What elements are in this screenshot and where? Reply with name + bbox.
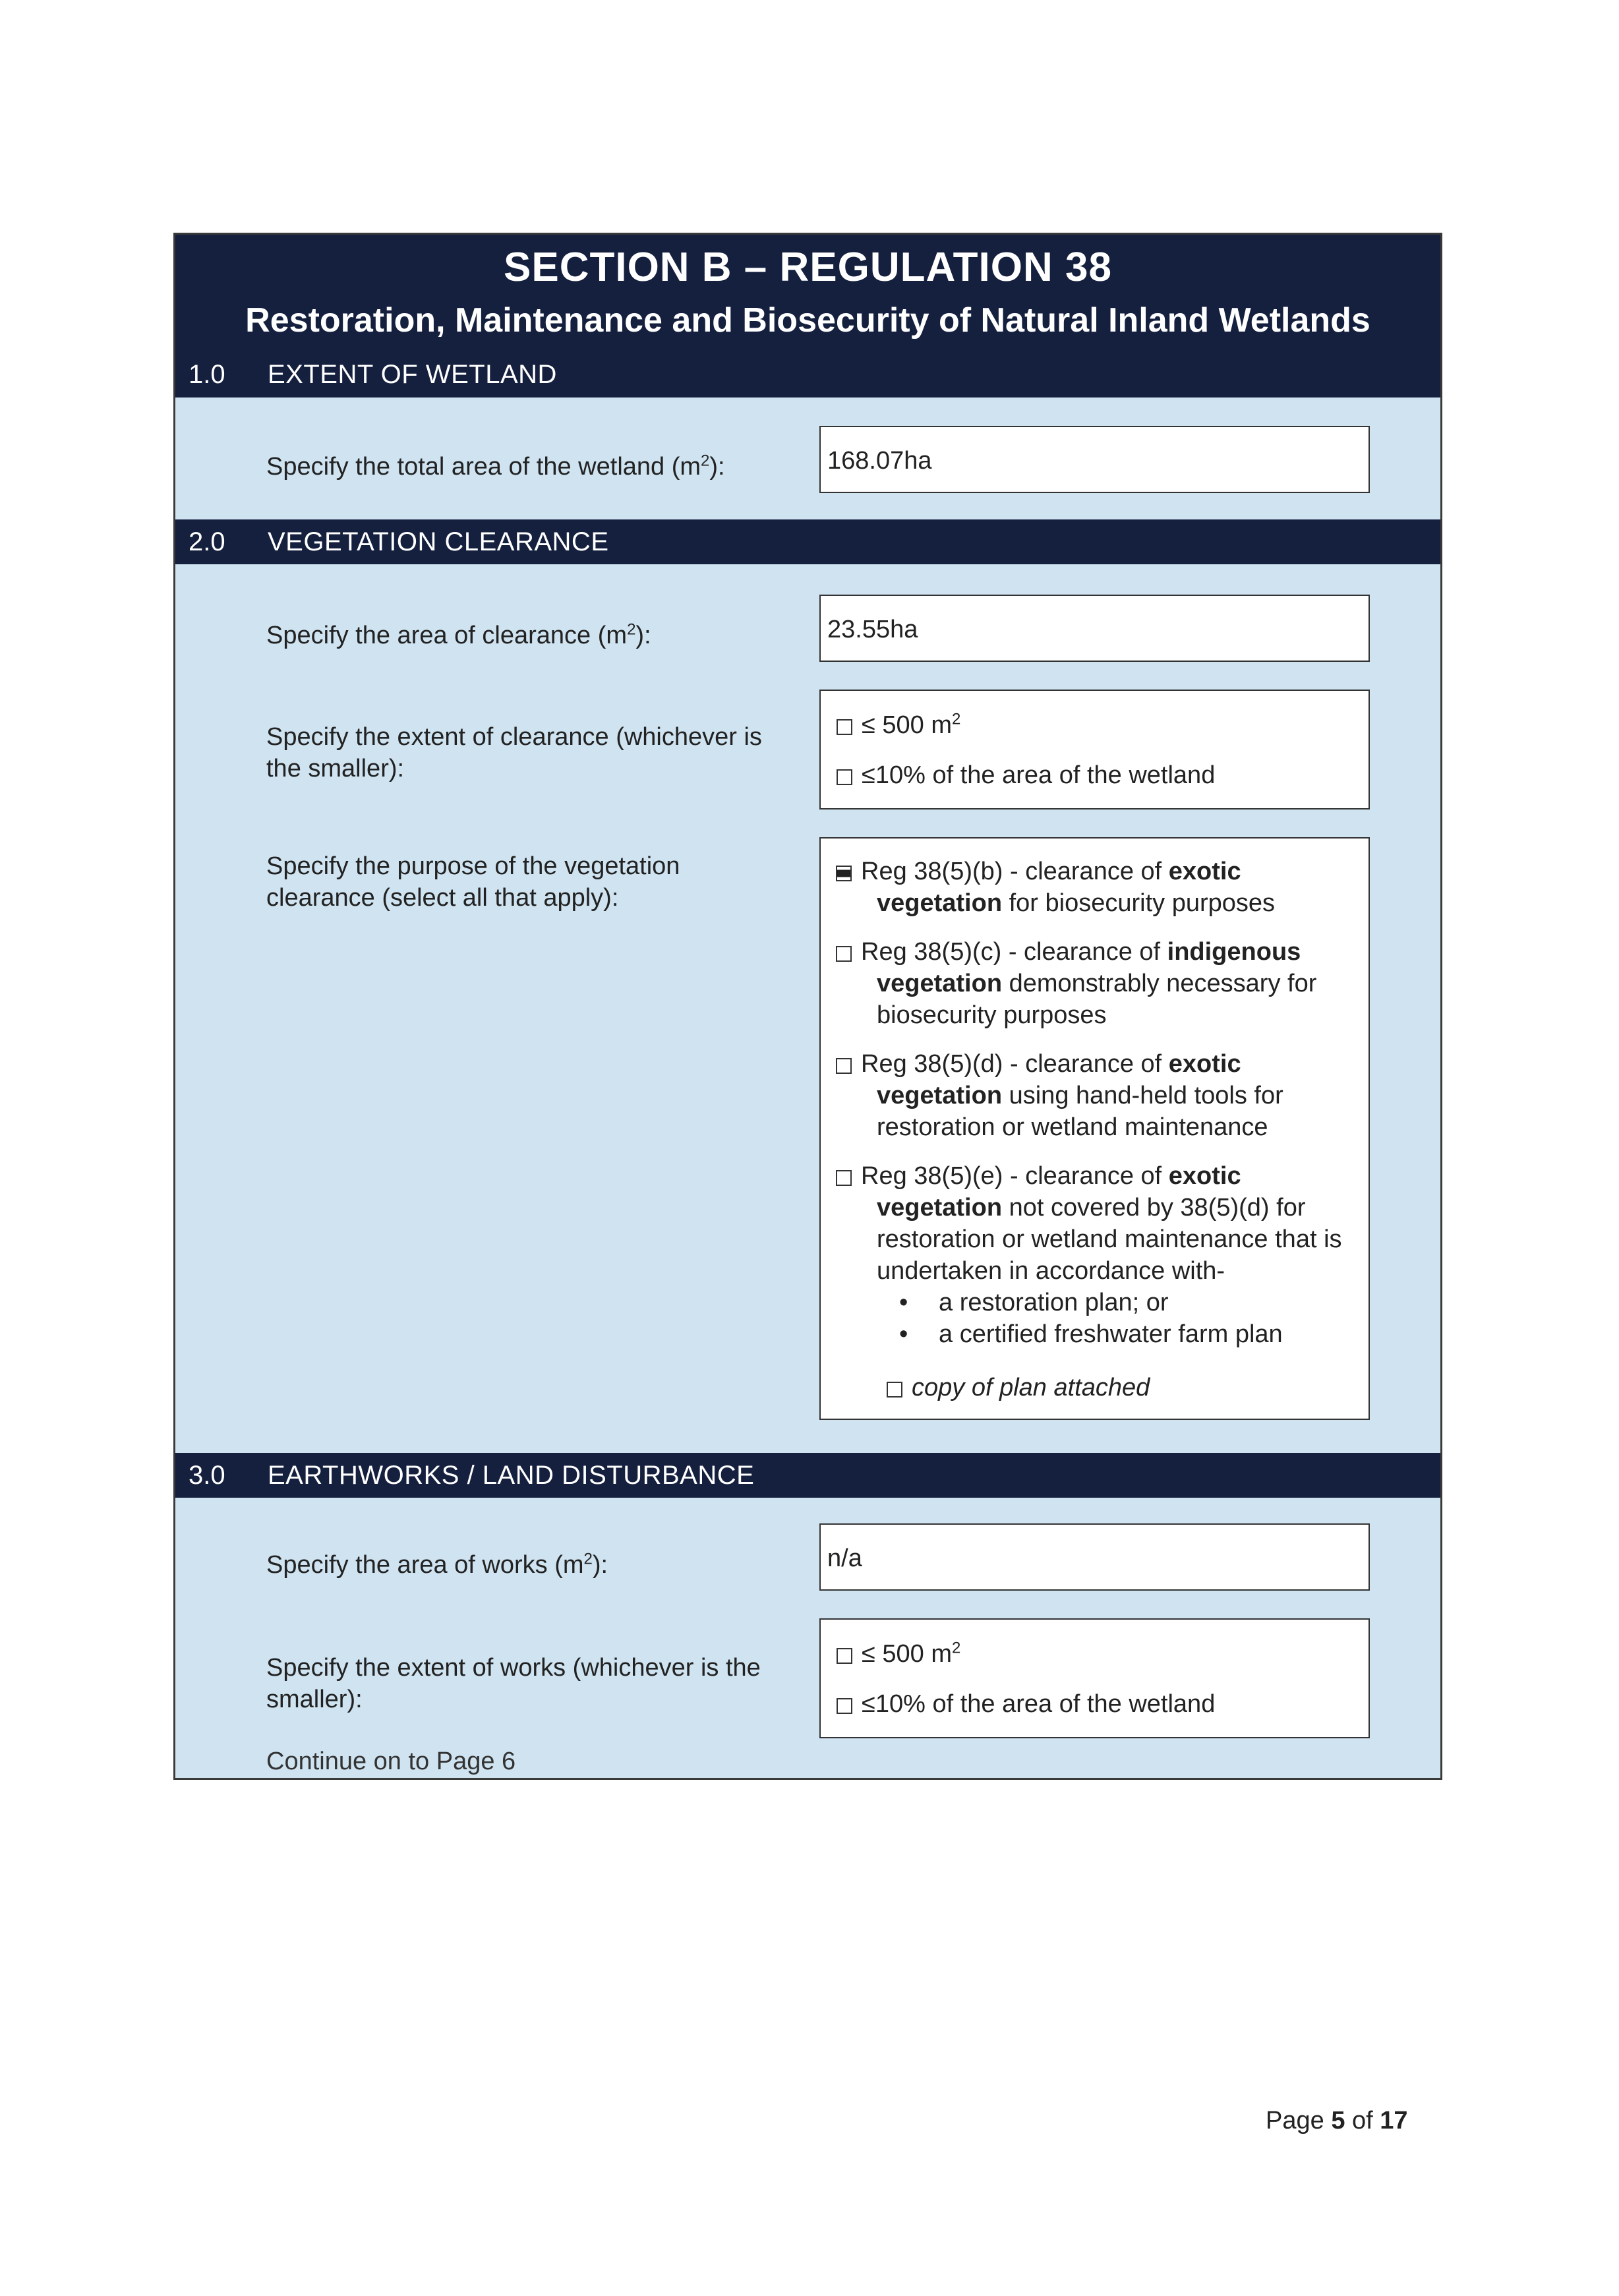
works-area-field[interactable] (819, 1523, 1370, 1591)
plan-attached-option[interactable]: copy of plan attached (887, 1374, 1150, 1402)
purpose-option-38-5-d[interactable]: Reg 38(5)(d) - clearance of exotic vegetation using hand-held tools for restoration or wetland maintenance (836, 1048, 1357, 1143)
section-2-number: 2.0 (189, 527, 225, 556)
plan-type-list (836, 1287, 1357, 1350)
purpose-option-38-5-b[interactable]: Reg 38(5)(b) - clearance of exotic vegetation for biosecurity purposes (836, 856, 1357, 919)
section-3-header (175, 1453, 1440, 1498)
checkbox-icon[interactable] (837, 1698, 852, 1714)
purpose-option-38-5-e[interactable]: Reg 38(5)(e) - clearance of exotic vegetation not covered by 38(5)(d) for restoration or wetland maintenance that is undertaken in accordance with- • a restoration plan; or • a certified freshwater farm plan (836, 1160, 1357, 1350)
section-2-title: VEGETATION CLEARANCE (268, 527, 609, 556)
continue-note: Continue on to Page 6 (266, 1748, 516, 1775)
section-subtitle: Restoration, Maintenance and Biosecurity of Natural Inland Wetlands (245, 301, 1370, 339)
checkbox-icon[interactable] (836, 946, 852, 962)
wetland-area-value: 168.07ha (827, 447, 932, 475)
clearance-area-value: 23.55ha (827, 616, 918, 643)
checkbox-icon[interactable] (837, 1648, 852, 1664)
works-area-label: Specify the area of works $(m^2)$: (266, 1550, 608, 1579)
section-3-title: EARTHWORKS / LAND DISTURBANCE (268, 1461, 755, 1490)
clearance-area-field[interactable] (819, 595, 1370, 662)
clearance-area-label: Specify the area of clearance $(m^2)$: (266, 620, 651, 649)
works-extent-option-500[interactable]: ≤ 500 $m^2$ (837, 1638, 960, 1670)
section-1-number: 1.0 (189, 360, 225, 389)
works-extent-box (819, 1618, 1370, 1738)
section-header (175, 235, 1440, 397)
checkbox-icon[interactable] (837, 769, 852, 785)
section-1-title: EXTENT OF WETLAND (268, 360, 557, 389)
checkbox-icon[interactable] (836, 1170, 852, 1186)
clearance-extent-option-500[interactable]: ≤ 500 $m^2$ (837, 709, 960, 741)
section-2-header (175, 519, 1440, 564)
plan-type-item: • a certified freshwater farm plan (899, 1318, 1357, 1350)
works-area-value: n/a (827, 1545, 862, 1572)
purpose-option-38-5-c[interactable]: Reg 38(5)(c) - clearance of indigenous vegetation demonstrably necessary for biosecurity purposes (836, 936, 1357, 1031)
page-number: Page 5 of 17 (1266, 2107, 1408, 2134)
clearance-extent-box (819, 690, 1370, 809)
wetland-area-field[interactable] (819, 426, 1370, 493)
checkbox-checked-icon[interactable] (836, 866, 852, 881)
checkbox-icon[interactable] (836, 1058, 852, 1074)
clearance-purpose-box (819, 837, 1370, 1420)
works-extent-label: Specify the extent of works (whichever is the smaller): (266, 1654, 761, 1713)
clearance-purpose-label: Specify the purpose of the vegetation clearance (select all that apply): (266, 852, 680, 912)
section-title: SECTION B – REGULATION 38 (504, 245, 1112, 290)
section-3-number: 3.0 (189, 1461, 225, 1490)
section-b-form (173, 233, 1442, 1780)
clearance-extent-option-10pct[interactable]: ≤10% of the area of the wetland (837, 759, 1215, 791)
checkbox-icon[interactable] (887, 1382, 902, 1398)
clearance-extent-label: Specify the extent of clearance (whichever is the smaller): (266, 723, 762, 782)
plan-type-item: • a restoration plan; or (899, 1287, 1357, 1318)
wetland-area-label: Specify the total area of the wetland $(m^2)$: (266, 452, 725, 481)
checkbox-icon[interactable] (837, 719, 852, 735)
works-extent-option-10pct[interactable]: ≤10% of the area of the wetland (837, 1688, 1215, 1720)
